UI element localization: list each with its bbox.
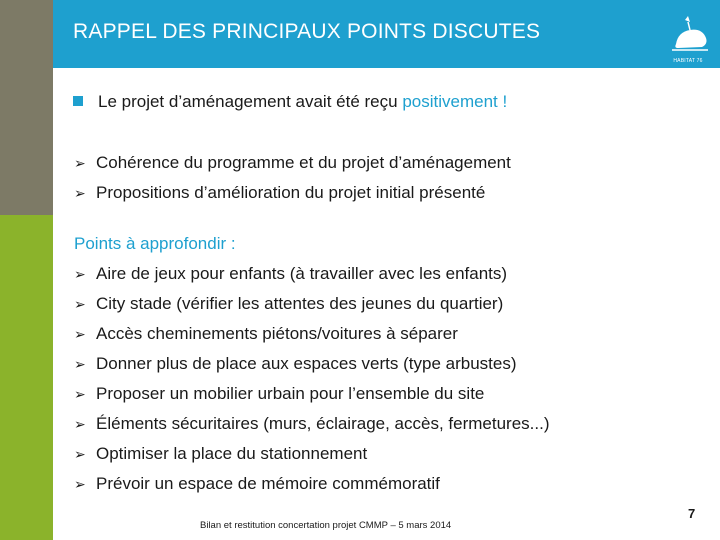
intro-text: Le projet d’aménagement avait été reçu	[98, 92, 403, 111]
arrow-bullet-icon: ➢	[74, 296, 86, 312]
list-item: ➢ Propositions d’amélioration du projet initial présenté	[74, 178, 511, 208]
arrow-bullet-icon: ➢	[74, 155, 86, 171]
left-accent-bar-bottom	[0, 215, 53, 540]
slide-footer: Bilan et restitution concertation projet CMMP – 5 mars 2014	[200, 520, 452, 531]
list-item: ➢ Prévoir un espace de mémoire commémoratif	[74, 469, 549, 499]
slide-title: RAPPEL DES PRINCIPAUX POINTS DISCUTES	[73, 20, 541, 43]
discussed-points-list	[74, 148, 511, 208]
section-heading: Points à approfondir :	[74, 234, 236, 253]
list-item: ➢ Donner plus de place aux espaces verts (type arbustes)	[74, 349, 549, 379]
arrow-bullet-icon: ➢	[74, 416, 86, 432]
list-item: ➢ Proposer un mobilier urbain pour l’ensemble du site	[74, 379, 549, 409]
organization-logo	[662, 14, 714, 64]
intro-highlight: positivement !	[402, 92, 508, 111]
intro-line	[73, 92, 507, 112]
arrow-bullet-icon: ➢	[74, 356, 86, 372]
square-bullet-icon	[73, 96, 83, 106]
left-accent-bar-top	[0, 0, 53, 215]
slide-header	[53, 0, 720, 68]
arrow-bullet-icon: ➢	[74, 446, 86, 462]
list-item: ➢ Optimiser la place du stationnement	[74, 439, 549, 469]
logo-text: HABITAT 76	[673, 58, 703, 64]
arrow-bullet-icon: ➢	[74, 185, 86, 201]
list-item: ➢ Éléments sécuritaires (murs, éclairage, accès, fermetures...)	[74, 409, 549, 439]
list-item: ➢ Aire de jeux pour enfants (à travailler avec les enfants)	[74, 259, 549, 289]
list-item: ➢ Cohérence du programme et du projet d’aménagement	[74, 148, 511, 178]
beaver-logo-icon	[662, 14, 714, 56]
list-item: ➢ Accès cheminements piétons/voitures à séparer	[74, 319, 549, 349]
arrow-bullet-icon: ➢	[74, 386, 86, 402]
page-number: 7	[688, 506, 696, 521]
arrow-bullet-icon: ➢	[74, 266, 86, 282]
list-item: ➢ City stade (vérifier les attentes des jeunes du quartier)	[74, 289, 549, 319]
arrow-bullet-icon: ➢	[74, 476, 86, 492]
arrow-bullet-icon: ➢	[74, 326, 86, 342]
points-to-deepen-list	[74, 259, 549, 499]
